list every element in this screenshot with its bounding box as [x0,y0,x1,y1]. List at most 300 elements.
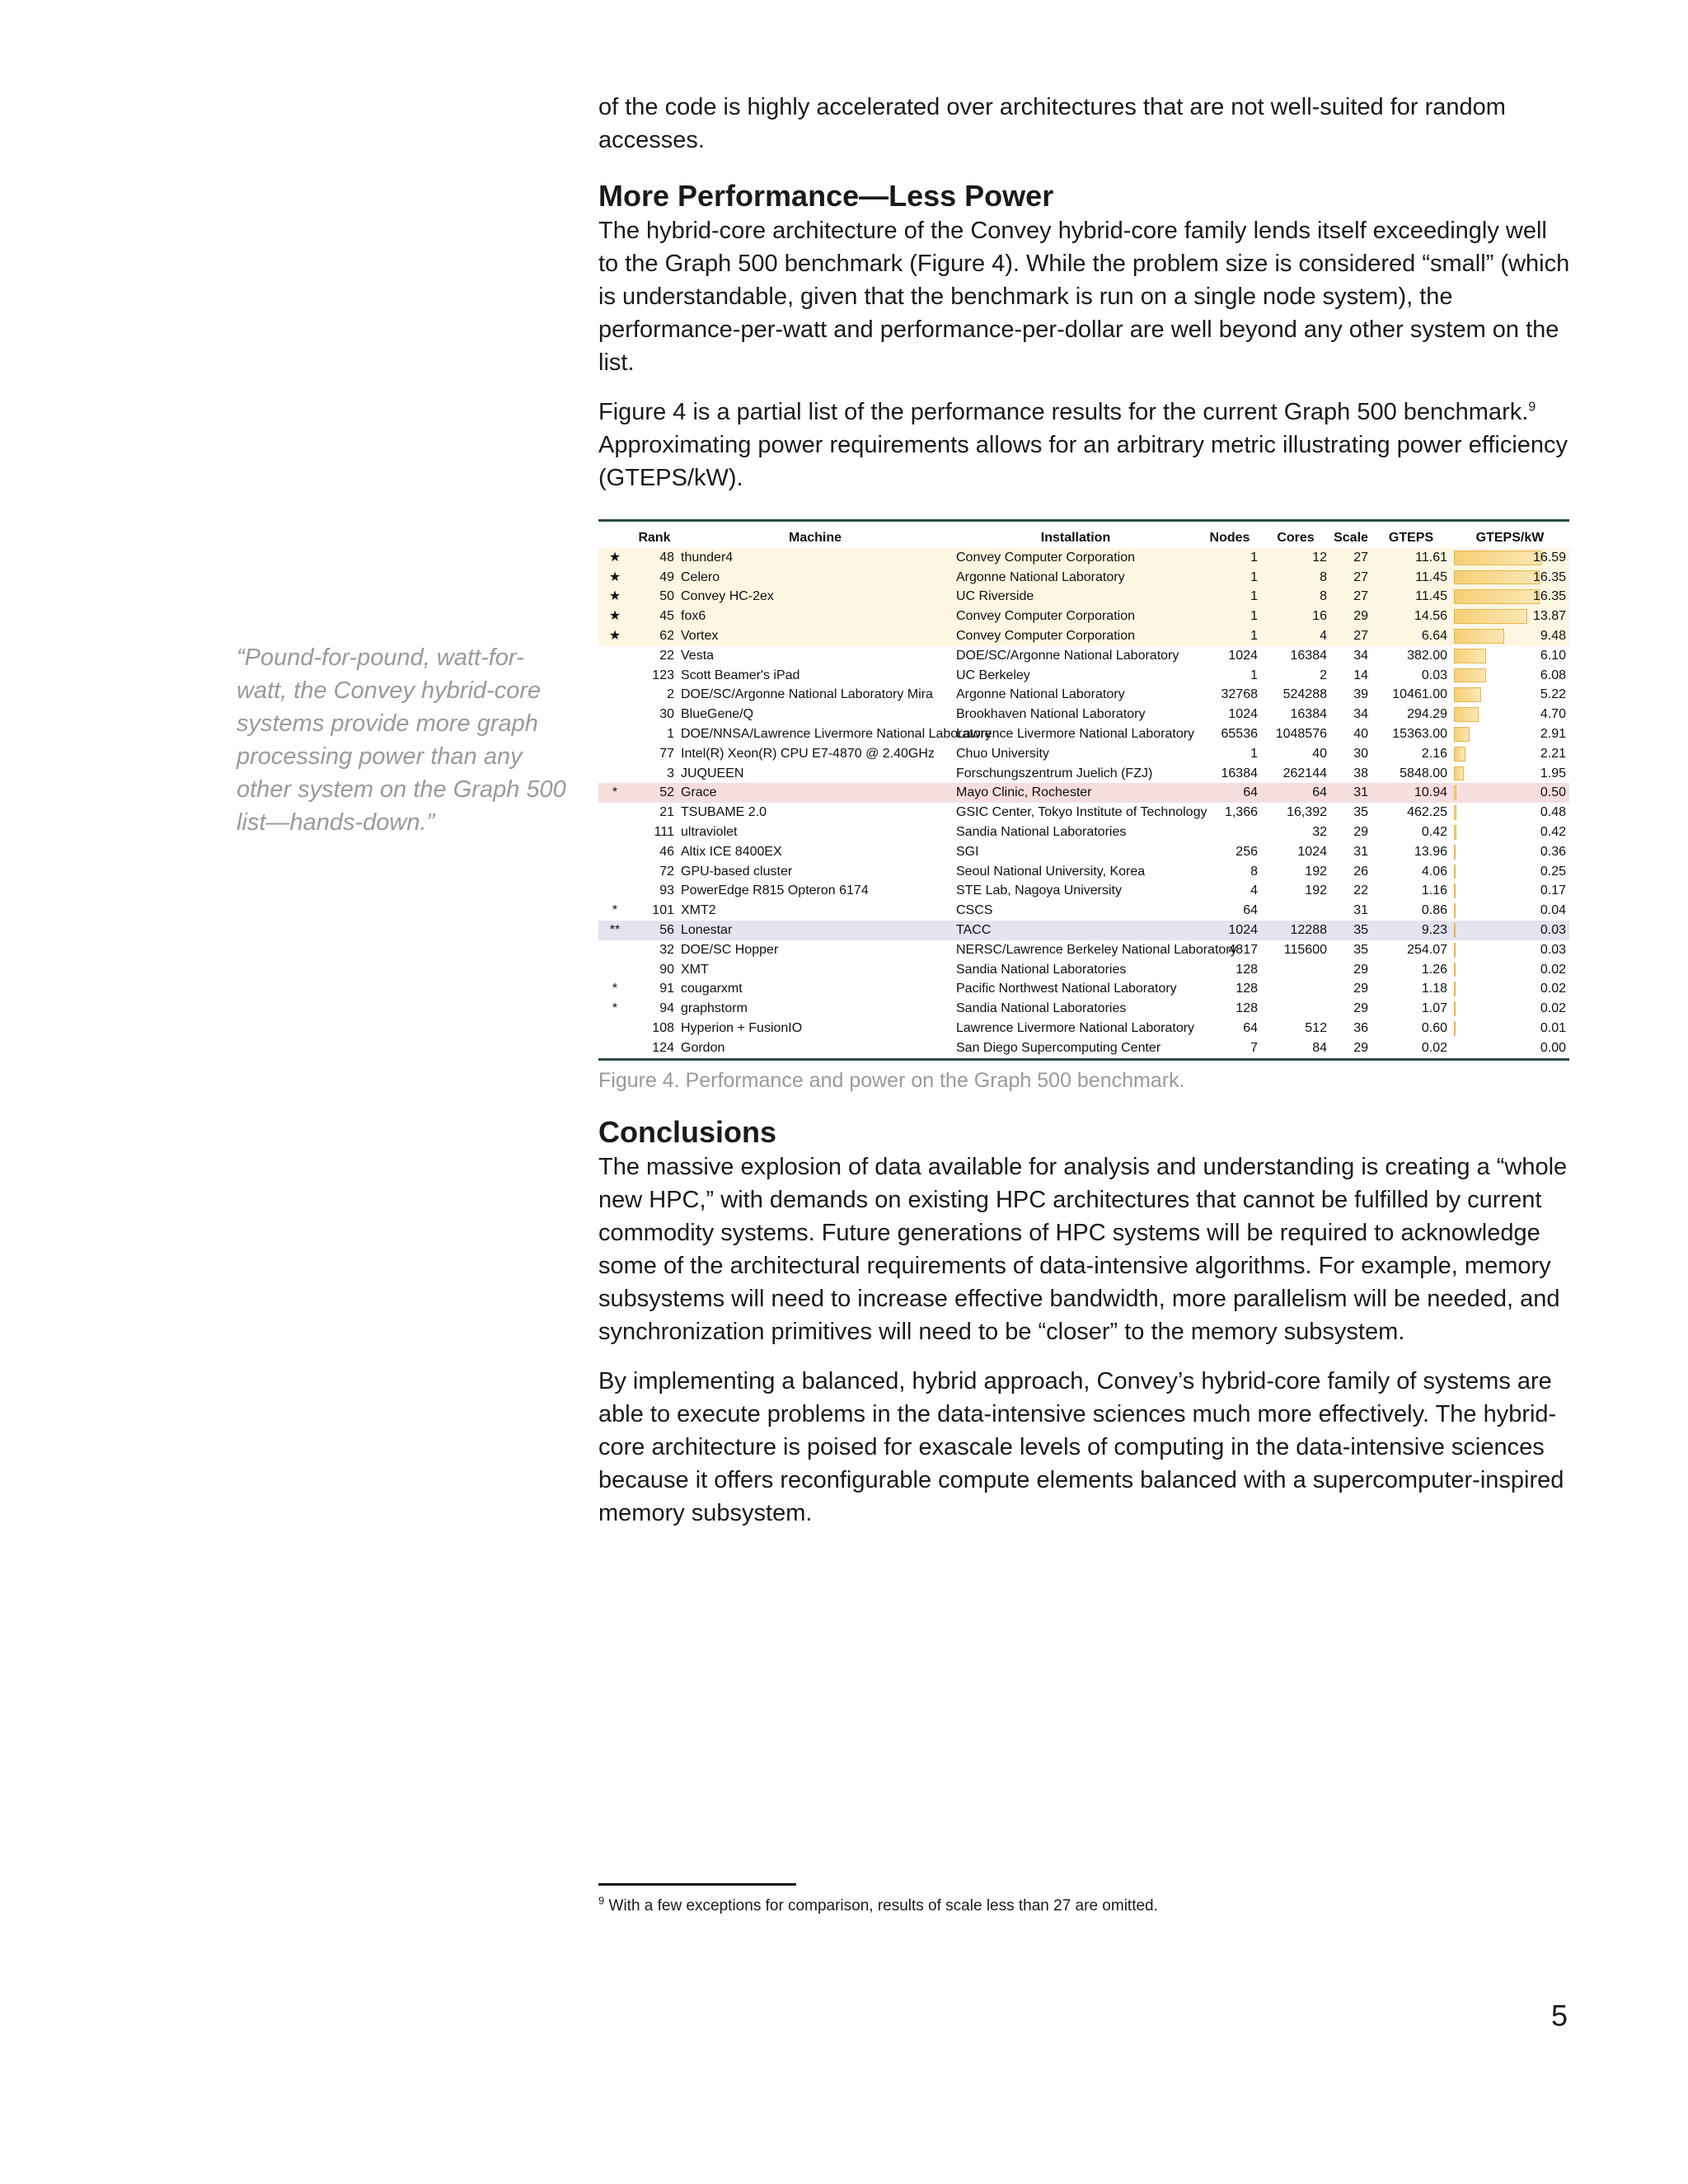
gteps-kw-value: 0.25 [1540,864,1566,879]
cell-installation: UC Berkeley [956,668,1030,682]
gteps-kw-bar [1454,883,1456,898]
cell-mark [598,705,631,724]
cell-mark: ★ [598,607,631,626]
cell-gteps: 0.02 [1421,1040,1447,1055]
cell-installation: STE Lab, Nagoya University [956,883,1122,898]
cell-rank: 52 [631,783,678,803]
cell-machine: Gordon [681,1040,725,1055]
figure-graph500 [598,519,1571,1093]
paragraph-figure4-intro [598,396,1571,494]
cell-mark [598,862,631,882]
cell-gteps: 0.60 [1421,1020,1447,1035]
cell-nodes: 1 [1198,626,1261,646]
cell-rank: 1 [667,726,674,741]
gteps-kw-bar [1454,785,1456,800]
cell-gteps-kw [1451,783,1569,803]
cell-nodes: 64 [1243,903,1258,918]
gteps-kw-value: 6.10 [1540,648,1566,663]
cell-gteps: 10461.00 [1392,687,1447,702]
cell-cores: 192 [1305,883,1327,898]
cell-nodes: 4 [1250,883,1258,898]
cell-cores: 8 [1261,587,1330,607]
footnote-ref[interactable]: 9 [1528,400,1536,415]
cell-scale: 29 [1353,1040,1368,1055]
cell-cores: 16,392 [1287,805,1327,820]
cell-rank: 101 [652,903,674,918]
cell-installation: Argonne National Laboratory [953,568,1198,588]
gteps-kw-bar [1454,865,1456,879]
gteps-kw-bar [1454,982,1456,996]
main-column [598,91,1571,1546]
cell-gteps: 294.29 [1407,707,1447,722]
table-row [598,1019,1569,1038]
cell-mark [598,940,631,960]
cell-rank: 91 [659,982,674,996]
section-heading-conclusions: Conclusions [598,1114,777,1149]
cell-scale: 39 [1353,687,1368,702]
cell-gteps: 5848.00 [1400,766,1447,780]
cell-installation: Convey Computer Corporation [953,548,1198,568]
cell-cores: 2 [1320,668,1327,682]
cell-installation: Sandia National Laboratories [956,962,1127,977]
cell-installation: Lawrence Livermore National Laboratory [956,1020,1195,1035]
cell-installation: Forschungszentrum Juelich (FZJ) [956,766,1153,780]
gteps-kw-bar [1454,629,1504,644]
cell-scale: 31 [1353,844,1368,859]
cell-scale: 38 [1353,766,1368,780]
table-row [598,646,1569,666]
cell-installation: Lawrence Livermore National Laboratory [956,726,1195,741]
cell-scale: 26 [1353,864,1368,879]
cell-installation: Pacific Northwest National Laboratory [956,982,1177,996]
cell-machine: PowerEdge R815 Opteron 6174 [681,883,869,898]
gteps-kw-value: 0.17 [1540,883,1566,898]
gteps-kw-value: 0.04 [1540,903,1566,918]
cell-cores: 12 [1261,548,1330,568]
cell-scale: 27 [1330,587,1372,607]
col-header-gteps-kw: GTEPS/kW [1475,531,1545,545]
col-header-rank: Rank [638,531,671,545]
cell-scale: 27 [1330,548,1372,568]
cell-cores: 12288 [1261,921,1330,940]
cell-mark [598,1038,631,1059]
table-row [598,862,1569,882]
cell-gteps-kw [1451,803,1569,823]
cell-nodes: 1 [1198,607,1261,626]
table-row [598,901,1569,921]
gteps-kw-bar [1454,570,1540,585]
col-header-installation: Installation [1040,531,1111,545]
gteps-kw-value: 0.36 [1540,844,1566,859]
cell-rank: 108 [652,1020,674,1035]
cell-nodes: 1 [1250,668,1258,682]
cell-scale: 36 [1353,1020,1368,1035]
gteps-kw-value: 2.91 [1540,726,1566,741]
table-row [598,764,1569,784]
cell-cores: 192 [1305,864,1327,879]
gteps-kw-value: 0.50 [1540,785,1566,800]
cell-gteps-kw [1451,646,1569,666]
cell-installation: UC Riverside [953,587,1198,607]
cell-rank: 72 [659,864,674,879]
cell-nodes: 1 [1250,746,1258,761]
cell-nodes: 64 [1243,1020,1258,1035]
cell-installation: Sandia National Laboratories [956,1001,1127,1016]
cell-nodes: 4817 [1228,942,1258,957]
cell-gteps-kw [1451,1038,1569,1059]
cell-installation: TACC [953,921,1198,940]
paragraph-figure4-text-b: Approximating power requirements allows for an arbitrary metric illustrating power efficiency (GTEPS/kW). [598,432,1568,491]
cell-rank: 3 [667,766,674,780]
table-row [598,921,1569,940]
cell-nodes: 1024 [1228,648,1258,663]
cell-mark: ★ [598,568,631,588]
cell-scale: 34 [1353,648,1368,663]
cell-nodes: 7 [1250,1040,1258,1055]
cell-installation: Brookhaven National Laboratory [956,707,1146,722]
gteps-kw-value: 0.42 [1540,824,1566,839]
col-header-cores: Cores [1277,531,1315,545]
cell-rank: 30 [659,707,674,722]
cell-mark: ★ [598,587,631,607]
gteps-kw-value: 0.00 [1540,1040,1566,1055]
cell-nodes: 1 [1198,568,1261,588]
cell-gteps-kw [1451,666,1569,686]
cell-gteps: 15363.00 [1392,726,1447,741]
cell-mark: ★ [598,548,631,568]
cell-installation: Convey Computer Corporation [953,626,1198,646]
gteps-kw-value: 16.59 [1532,550,1566,565]
cell-scale: 29 [1353,962,1368,977]
cell-mark [598,881,631,901]
cell-scale: 29 [1353,982,1368,996]
gteps-kw-value: 6.08 [1540,668,1566,682]
footnote-divider [598,1883,796,1886]
cell-rank: 56 [631,921,678,940]
cell-gteps: 1.18 [1421,982,1447,996]
cell-gteps-kw [1451,548,1569,568]
cell-gteps: 10.94 [1372,783,1451,803]
cell-scale: 31 [1330,783,1372,803]
gteps-kw-value: 0.03 [1540,942,1566,957]
cell-machine: DOE/SC Hopper [681,942,779,957]
cell-rank: 50 [631,587,678,607]
cell-gteps: 11.61 [1372,548,1451,568]
table-body [598,548,1569,1059]
cell-gteps: 13.96 [1414,844,1447,859]
cell-nodes: 32768 [1221,687,1258,702]
cell-rank: 21 [659,805,674,820]
cell-gteps-kw [1451,724,1569,744]
paragraph-figure4-text-a: Figure 4 is a partial list of the performance results for the current Graph 500 benchmark. [598,399,1529,425]
gteps-kw-bar [1454,589,1540,604]
cell-rank: 77 [659,746,674,761]
graph500-table [598,519,1569,1061]
gteps-kw-bar [1454,943,1456,958]
cell-gteps: 1.26 [1421,962,1447,977]
col-header-machine: Machine [788,531,842,545]
cell-mark [598,764,631,784]
figure-caption: Figure 4. Performance and power on the Graph 500 benchmark. [598,1068,1185,1092]
cell-machine: Hyperion + FusionIO [681,1020,803,1035]
cell-machine: BlueGene/Q [681,707,754,722]
col-header-nodes: Nodes [1209,531,1250,545]
cell-mark [598,823,631,842]
cell-installation: GSIC Center, Tokyo Institute of Technology [956,805,1207,820]
gteps-kw-value: 5.22 [1540,687,1566,702]
gteps-kw-bar [1454,609,1527,624]
cell-cores [1261,960,1330,980]
table-row [598,803,1569,823]
cell-rank: 123 [652,668,674,682]
table-row [598,548,1569,568]
gteps-kw-bar [1454,903,1456,918]
cell-mark [598,666,631,686]
cell-scale: 35 [1353,805,1368,820]
cell-cores: 16384 [1290,648,1327,663]
cell-gteps-kw [1451,979,1569,999]
gteps-kw-bar [1454,1001,1456,1016]
cell-scale: 29 [1330,607,1372,626]
cell-cores: 16 [1261,607,1330,626]
cell-installation: Argonne National Laboratory [956,687,1125,702]
cell-machine: DOE/SC/Argonne National Laboratory Mira [681,687,933,702]
cell-machine: fox6 [678,607,953,626]
cell-machine: JUQUEEN [681,766,744,780]
cell-installation: Sandia National Laboratories [956,824,1127,839]
cell-gteps-kw [1451,960,1569,980]
cell-installation: NERSC/Lawrence Berkeley National Laboratory [956,942,1237,957]
cell-machine: graphstorm [681,1001,748,1016]
cell-gteps: 6.64 [1372,626,1451,646]
gteps-kw-value: 0.01 [1540,1020,1566,1035]
table-row [598,568,1569,588]
cell-machine: cougarxmt [681,982,743,996]
table-row [598,626,1569,646]
cell-machine: DOE/NNSA/Lawrence Livermore National Laboratory [681,726,992,741]
cell-nodes: 64 [1198,783,1261,803]
cell-rank: 46 [659,844,674,859]
cell-rank: 22 [659,648,674,663]
gteps-kw-bar [1454,649,1486,663]
cell-gteps-kw [1451,881,1569,901]
cell-scale: 30 [1353,746,1368,761]
cell-cores: 115600 [1283,942,1327,957]
cell-gteps: 11.45 [1372,568,1451,588]
cell-gteps: 0.86 [1421,903,1447,918]
cell-cores: 84 [1312,1040,1327,1055]
cell-gteps-kw [1451,705,1569,724]
cell-machine: XMT [681,962,709,977]
cell-mark [598,803,631,823]
gteps-kw-value: 16.35 [1532,569,1566,584]
cell-machine: thunder4 [678,548,953,568]
gteps-kw-bar [1454,923,1456,938]
cell-cores [1261,901,1330,921]
cell-mark [598,842,631,862]
cell-rank: 2 [667,687,674,702]
cell-mark [598,960,631,980]
footnote-text: With a few exceptions for comparison, results of scale less than 27 are omitted. [608,1897,1158,1915]
cell-rank: 124 [652,1040,674,1055]
gteps-kw-value: 0.02 [1540,1001,1566,1016]
gteps-kw-value: 0.48 [1540,805,1566,820]
gteps-kw-value: 9.48 [1540,628,1566,643]
gteps-kw-bar [1454,551,1541,565]
cell-rank: 48 [631,548,678,568]
table-row [598,1038,1569,1059]
cell-installation: SGI [956,844,979,859]
footnote-number: 9 [598,1894,605,1907]
gteps-kw-bar [1454,805,1456,820]
cell-installation: Seoul National University, Korea [956,864,1146,879]
cell-nodes: 16384 [1221,766,1258,780]
cell-mark: * [598,783,631,803]
cell-cores [1261,999,1330,1019]
table-row [598,685,1569,705]
cell-cores: 64 [1261,783,1330,803]
cell-gteps-kw [1451,842,1569,862]
gteps-kw-bar [1454,963,1456,977]
cell-gteps: 14.56 [1372,607,1451,626]
cell-installation: Convey Computer Corporation [953,607,1198,626]
gteps-kw-bar [1454,845,1456,860]
cell-rank: 93 [659,883,674,898]
table-row [598,960,1569,980]
gteps-kw-bar [1454,825,1456,840]
cell-gteps-kw [1451,568,1569,588]
gteps-kw-value: 0.03 [1540,922,1566,937]
cell-cores: 1024 [1297,844,1327,859]
cell-gteps: 9.23 [1372,921,1451,940]
table-row [598,587,1569,607]
cell-rank: 32 [659,942,674,957]
gteps-kw-bar [1454,1021,1456,1036]
col-header-scale: Scale [1334,531,1368,545]
cell-mark [598,685,631,705]
cell-nodes: 1024 [1228,707,1258,722]
cell-machine: Lonestar [678,921,953,940]
cell-rank: 90 [659,962,674,977]
cell-nodes: 1,366 [1224,805,1258,820]
cell-gteps-kw [1451,685,1569,705]
cell-machine: ultraviolet [681,824,738,839]
paragraph-conclusions-1: The massive explosion of data available for analysis and understanding is creating a “whole new HPC,” with demands on existing HPC architectures that cannot be fulfilled by current commodity systems. Future generations of HPC systems will be required to acknowledge some of the architectural requirements of data-intensive algorithms. For example, memory subsystems will need to increase effective bandwidth, more parallelism will be needed, and synchronization primitives will need to be “closer” to the memory subsystem. [598,1153,1568,1345]
table-header-row [598,521,1569,548]
paragraph-hybrid-core: The hybrid-core architecture of the Convey hybrid-core family lends itself exceedingly well to the Graph 500 benchmark (Figure 4). While the problem size is considered “small” (which is understandable, given that the benchmark is run on a single node system), the performance-per-watt and performance-per-dollar are well beyond any other system on the list. [598,218,1570,376]
col-header-mark [598,521,631,548]
cell-mark: ** [598,921,631,940]
cell-rank: 45 [631,607,678,626]
cell-gteps-kw [1451,607,1569,626]
cell-rank: 111 [654,824,674,839]
cell-gteps-kw [1451,626,1569,646]
cell-rank: 62 [631,626,678,646]
table-row [598,783,1569,803]
cell-scale: 27 [1330,626,1372,646]
cell-gteps-kw [1451,999,1569,1019]
cell-nodes: 65536 [1221,726,1258,741]
cell-gteps: 4.06 [1421,864,1447,879]
cell-mark: * [612,982,618,996]
cell-machine: Convey HC-2ex [678,587,953,607]
gteps-kw-bar [1454,707,1479,722]
cell-cores: 8 [1261,568,1330,588]
cell-installation: CSCS [956,903,993,918]
cell-installation: San Diego Supercomputing Center [956,1040,1161,1055]
table-row [598,666,1569,686]
cell-scale: 29 [1353,1001,1368,1016]
cell-machine: Vortex [678,626,953,646]
cell-scale: 22 [1353,883,1368,898]
gteps-kw-bar [1454,687,1481,702]
cell-machine: Altix ICE 8400EX [681,844,782,859]
cell-gteps: 462.25 [1407,805,1447,820]
table-row [598,881,1569,901]
cell-nodes: 1024 [1198,921,1261,940]
table-row [598,842,1569,862]
section-heading-performance: More Performance—Less Power [598,179,1054,213]
cell-gteps: 11.45 [1372,587,1451,607]
gteps-kw-bar [1454,668,1486,683]
cell-cores: 1048576 [1275,726,1327,741]
cell-cores: 16384 [1290,707,1327,722]
cell-machine: Scott Beamer's iPad [681,668,800,682]
cell-mark [598,1019,631,1038]
cell-mark: * [612,1001,618,1016]
cell-gteps-kw [1451,901,1569,921]
cell-gteps-kw [1451,587,1569,607]
cell-scale: 29 [1353,824,1368,839]
cell-gteps: 0.42 [1421,824,1447,839]
cell-machine: GPU-based cluster [681,864,793,879]
table-row [598,744,1569,764]
cell-mark: * [612,903,618,918]
cell-gteps: 0.03 [1421,668,1447,682]
gteps-kw-bar [1454,747,1465,762]
cell-machine: TSUBAME 2.0 [681,805,767,820]
cell-gteps: 382.00 [1407,648,1447,663]
gteps-kw-bar [1454,727,1470,742]
cell-cores [1261,979,1330,999]
cell-nodes: 128 [1236,1001,1258,1016]
cell-cores: 4 [1261,626,1330,646]
cell-cores: 524288 [1282,687,1327,702]
intro-paragraph: of the code is highly accelerated over architectures that are not well-suited for random accesses. [598,94,1506,153]
cell-gteps-kw [1451,744,1569,764]
paragraph-conclusions-2: By implementing a balanced, hybrid approach, Convey’s hybrid-core family of systems are able to execute problems in the data-intensive sciences much more effectively. The hybrid-core architecture is poised for exascale levels of computing in the data-intensive sciences because it offers reconfigurable compute elements balanced with a supercomputer-inspired memory subsystem. [598,1367,1564,1526]
cell-nodes: 128 [1236,962,1258,977]
cell-mark [598,724,631,744]
cell-gteps-kw [1451,764,1569,784]
cell-gteps: 2.16 [1421,746,1447,761]
cell-cores: 262144 [1282,766,1327,780]
gteps-kw-value: 0.02 [1540,982,1566,996]
cell-machine: Vesta [681,648,715,663]
cell-scale: 34 [1353,707,1368,722]
cell-nodes [1198,823,1261,842]
col-header-gteps: GTEPS [1388,531,1434,545]
cell-installation: DOE/SC/Argonne National Laboratory [956,648,1179,663]
cell-mark [598,744,631,764]
cell-scale: 14 [1353,668,1368,682]
cell-nodes: 8 [1250,864,1258,879]
cell-gteps-kw [1451,823,1569,842]
cell-machine: Celero [678,568,953,588]
table-row [598,940,1569,960]
cell-mark [598,646,631,666]
footnote [598,1894,1505,1915]
